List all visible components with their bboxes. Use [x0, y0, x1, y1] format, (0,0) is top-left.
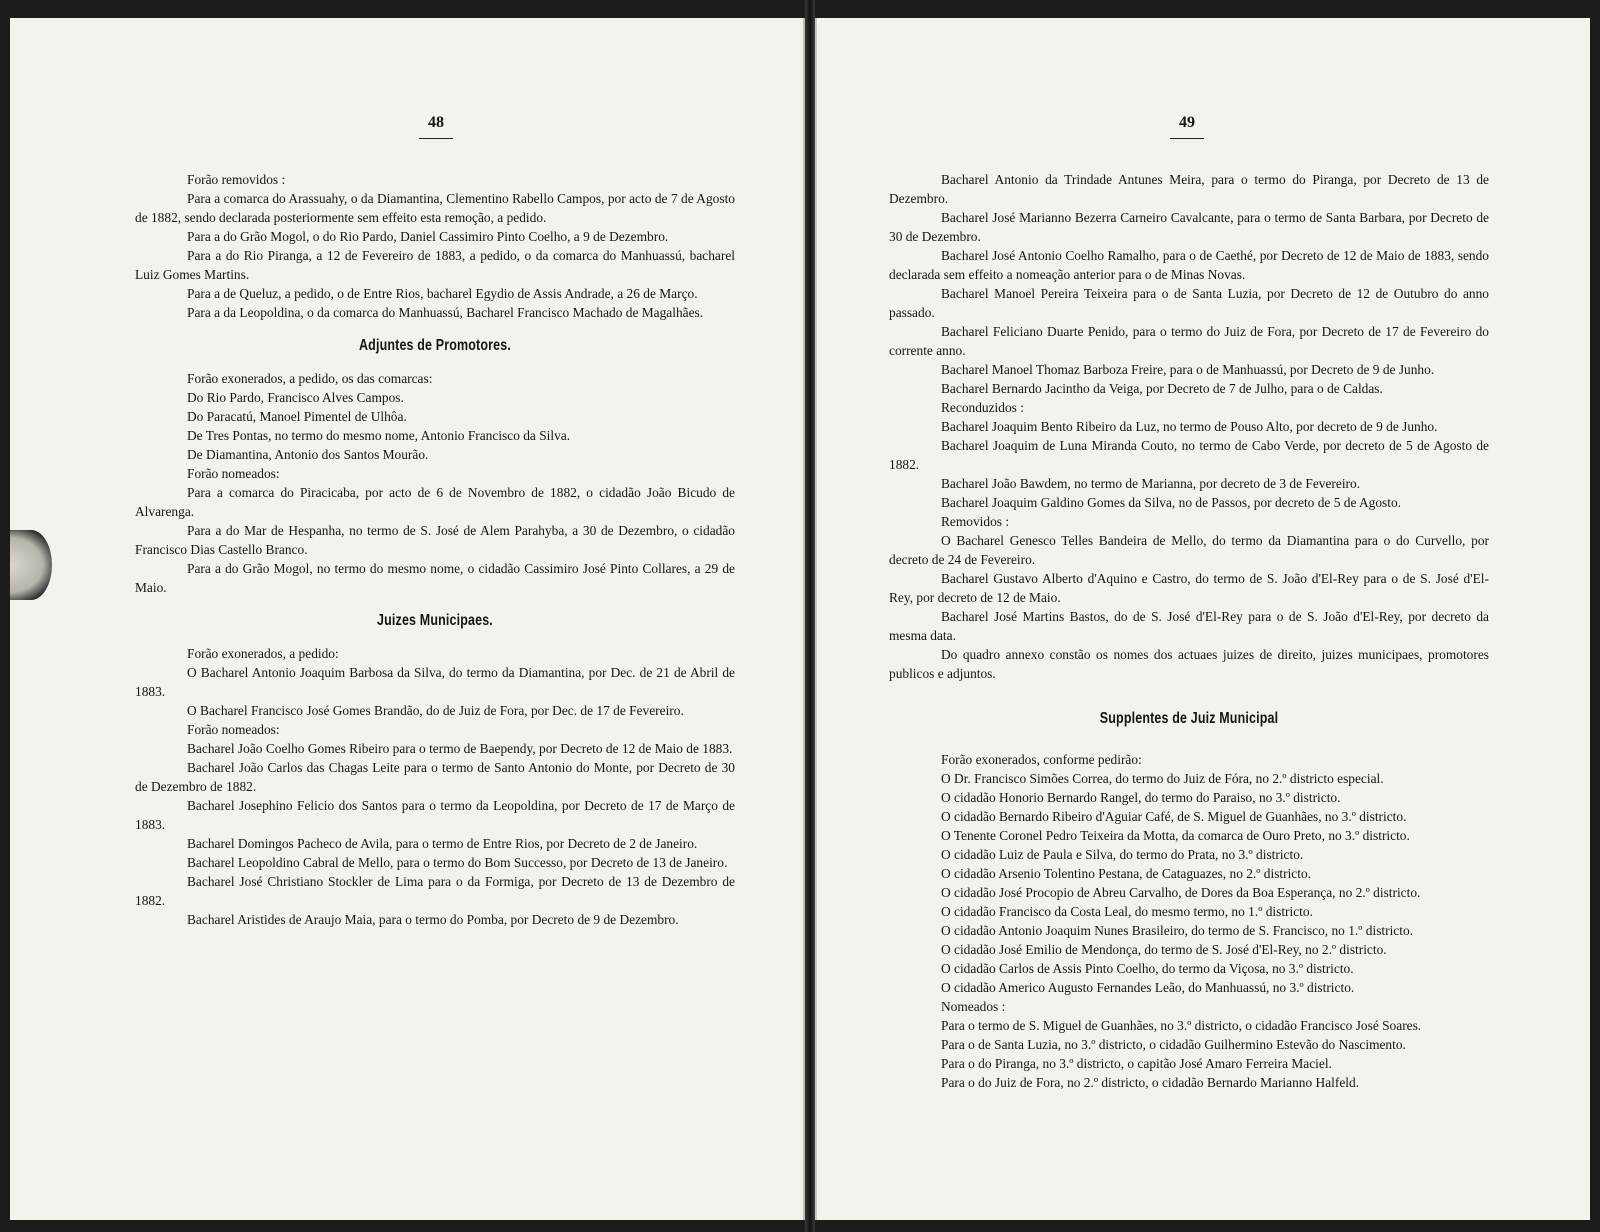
paragraph: Bacharel Manoel Thomaz Barboza Freire, para o de Manhuassú, por Decreto de 9 de Junho.: [941, 362, 1435, 377]
paragraph: Do quadro annexo constão os nomes dos actuaes juizes de direito, juizes municipaes, promotores publicos e adjuntos.: [889, 647, 1489, 681]
paragraph: O cidadão Honorio Bernardo Rangel, do termo do Paraiso, no 3.º districto.: [941, 790, 1341, 805]
paragraph: O Dr. Francisco Simões Correa, do termo do Juiz de Fóra, no 2.º districto especial.: [941, 771, 1384, 786]
paragraph: Para o do Juiz de Fora, no 2.º districto, o cidadão Bernardo Marianno Halfeld.: [941, 1075, 1360, 1090]
paragraph: Bacharel Manoel Pereira Teixeira para o de Santa Luzia, por Decreto de 12 de Outubro do anno passado.: [889, 286, 1489, 320]
paragraph: Bacharel Aristides de Araujo Maia, para o termo do Pomba, por Decreto de 9 de Dezembro.: [187, 912, 679, 927]
paragraph: Bacharel Gustavo Alberto d'Aquino e Castro, do termo de S. João d'El-Rey para o de S. José d'El-Rey, por decreto de 12 de Maio.: [889, 571, 1489, 605]
page-number: 48: [406, 114, 466, 139]
paragraph: Bacharel João Bawdem, no termo de Marianna, por decreto de 3 de Fevereiro.: [941, 476, 1361, 491]
paragraph: Para a da Leopoldina, o da comarca do Manhuassú, Bacharel Francisco Machado de Magalhães.: [187, 305, 704, 320]
paragraph: Para a de Queluz, a pedido, o de Entre Rios, bacharel Egydio de Assis Andrade, a 26 de Março.: [187, 286, 698, 301]
section-heading-supplentes: Supplentes de Juiz Municipal: [1099, 710, 1279, 727]
paragraph: Bacharel José Antonio Coelho Ramalho, para o de Caethé, por Decreto de 12 de Maio de 1883, sendo declarada sem effeito a nomeação anterior para o de Minas Novas.: [889, 248, 1489, 282]
paragraph: Bacharel Leopoldino Cabral de Mello, para o termo do Bom Successo, por Decreto de 13 de Janeiro.: [187, 855, 728, 870]
paragraph: O Bacharel Genesco Telles Bandeira de Mello, do termo da Diamantina para o do Curvello, por decreto de 24 de Fevereiro.: [889, 533, 1489, 567]
paragraph: Do Paracatú, Manoel Pimentel de Ulhôa.: [187, 409, 407, 424]
paragraph: Forão nomeados:: [187, 722, 280, 737]
paragraph: O Bacharel Francisco José Gomes Brandão, do de Juiz de Fora, por Dec. de 17 de Fevereiro.: [187, 703, 684, 718]
paragraph: Para o termo de S. Miguel de Guanhães, no 3.º districto, o cidadão Francisco José Soares.: [941, 1018, 1422, 1033]
paragraph: Para a comarca do Arassuahy, o da Diamantina, Clementino Rabello Campos, por acto de 7 de Agosto de 1882, sendo declarada posteriormente sem effeito esta remoção, a pedido.: [135, 191, 735, 225]
paragraph: Bacharel José Marianno Bezerra Carneiro Cavalcante, para o termo de Santa Barbara, por Decreto de 30 de Dezembro.: [889, 210, 1489, 244]
paragraph: Bacharel João Carlos das Chagas Leite para o termo de Santo Antonio do Monte, por Decreto de 30 de Dezembro de 1882.: [135, 760, 735, 794]
paragraph: Bacharel Josephino Felicio dos Santos para o termo da Leopoldina, por Decreto de 17 de Março de 1883.: [135, 798, 735, 832]
paragraph: Para o de Santa Luzia, no 3.º districto, o cidadão Guilhermino Estevão do Nascimento.: [941, 1037, 1406, 1052]
paragraph: Bacharel José Martins Bastos, do de S. José d'El-Rey para o de S. João d'El-Rey, por decreto da mesma data.: [889, 609, 1489, 643]
paragraph: Bacharel Bernardo Jacintho da Veiga, por Decreto de 7 de Julho, para o de Caldas.: [941, 381, 1383, 396]
paragraph: Bacharel João Coelho Gomes Ribeiro para o termo de Baependy, por Decreto de 12 de Maio de 1883.: [187, 741, 733, 756]
paragraph: Bacharel Feliciano Duarte Penido, para o termo do Juiz de Fora, por Decreto de 17 de Fevereiro do corrente anno.: [889, 324, 1489, 358]
left-page-text: [135, 170, 735, 929]
paragraph: Bacharel Joaquim Galdino Gomes da Silva, no de Passos, por decreto de 5 de Agosto.: [941, 495, 1402, 510]
paragraph: O cidadão José Procopio de Abreu Carvalho, de Dores da Boa Esperança, no 2.º districto.: [941, 885, 1421, 900]
paragraph: Para a do Grão Mogol, no termo do mesmo nome, o cidadão Cassimiro José Pinto Collares, a 29 de Maio.: [135, 561, 735, 595]
paragraph: Forão removidos :: [187, 172, 286, 187]
paragraph: Forão exonerados, a pedido, os das comarcas:: [187, 371, 433, 386]
paragraph: O cidadão José Emilio de Mendonça, do termo de S. José d'El-Rey, no 2.º districto.: [941, 942, 1387, 957]
paragraph: Bacharel Antonio da Trindade Antunes Meira, para o termo do Piranga, por Decreto de 13 de Dezembro.: [889, 172, 1489, 206]
page-number: 49: [1157, 114, 1217, 139]
left-page: [10, 18, 805, 1220]
paragraph: Bacharel Domingos Pacheco de Avila, para o termo de Entre Rios, por Decreto de 2 de Janeiro.: [187, 836, 698, 851]
paragraph: De Tres Pontas, no termo do mesmo nome, Antonio Francisco da Silva.: [187, 428, 571, 443]
section-heading-juizes: Juizes Municipaes.: [377, 612, 493, 629]
paragraph: De Diamantina, Antonio dos Santos Mourão.: [187, 447, 429, 462]
paragraph: O cidadão Antonio Joaquim Nunes Brasileiro, do termo de S. Francisco, no 1.º districto.: [941, 923, 1414, 938]
paragraph: Forão exonerados, conforme pedirão:: [941, 752, 1142, 767]
paragraph: O cidadão Americo Augusto Fernandes Leão, do Manhuassú, no 3.º districto.: [941, 980, 1355, 995]
paragraph: Nomeados :: [941, 999, 1006, 1014]
paragraph: O Tenente Coronel Pedro Teixeira da Motta, da comarca de Ouro Preto, no 3.º districto.: [941, 828, 1410, 843]
paragraph: Bacharel Joaquim de Luna Miranda Couto, no termo de Cabo Verde, por decreto de 5 de Agosto de 1882.: [889, 438, 1489, 472]
right-page-text: [889, 170, 1489, 1092]
paragraph: Para o do Piranga, no 3.º districto, o capitão José Amaro Ferreira Maciel.: [941, 1056, 1332, 1071]
paragraph: Bacharel Joaquim Bento Ribeiro da Luz, no termo de Pouso Alto, por decreto de 9 de Junho.: [941, 419, 1438, 434]
paragraph: O cidadão Carlos de Assis Pinto Coelho, do termo da Viçosa, no 3.º districto.: [941, 961, 1354, 976]
paragraph: O cidadão Luiz de Paula e Silva, do termo do Prata, no 3.º districto.: [941, 847, 1304, 862]
paragraph: Para a comarca do Piracicaba, por acto de 6 de Novembro de 1882, o cidadão João Bicudo de Alvarenga.: [135, 485, 735, 519]
paragraph: Bacharel José Christiano Stockler de Lima para o da Formiga, por Decreto de 13 de Dezembro de 1882.: [135, 874, 735, 908]
paragraph: Para a do Rio Piranga, a 12 de Fevereiro de 1883, a pedido, o da comarca do Manhuassú, bacharel Luiz Gomes Martins.: [135, 248, 735, 282]
paragraph: O cidadão Arsenio Tolentino Pestana, de Cataguazes, no 2.º districto.: [941, 866, 1312, 881]
section-heading-adjuntos: Adjuntes de Promotores.: [358, 337, 511, 354]
torn-page-edge: [10, 530, 52, 600]
right-page: [815, 18, 1590, 1220]
paragraph: Forão exonerados, a pedido:: [187, 646, 339, 661]
paragraph: O cidadão Francisco da Costa Leal, do mesmo termo, no 1.º districto.: [941, 904, 1313, 919]
paragraph: Removidos :: [941, 514, 1010, 529]
paragraph: Reconduzidos :: [941, 400, 1024, 415]
book-gutter: [805, 0, 815, 1232]
paragraph: O Bacharel Antonio Joaquim Barbosa da Silva, do termo da Diamantina, por Dec. de 21 de Abril de 1883.: [135, 665, 735, 699]
paragraph: Para a do Mar de Hespanha, no termo de S. José de Alem Parahyba, a 30 de Dezembro, o cidadão Francisco Dias Castello Branco.: [135, 523, 735, 557]
paragraph: Forão nomeados:: [187, 466, 280, 481]
paragraph: Para a do Grão Mogol, o do Rio Pardo, Daniel Cassimiro Pinto Coelho, a 9 de Dezembro.: [187, 229, 669, 244]
paragraph: O cidadão Bernardo Ribeiro d'Aguiar Café, de S. Miguel de Guanhães, no 3.º districto.: [941, 809, 1407, 824]
paragraph: Do Rio Pardo, Francisco Alves Campos.: [187, 390, 404, 405]
